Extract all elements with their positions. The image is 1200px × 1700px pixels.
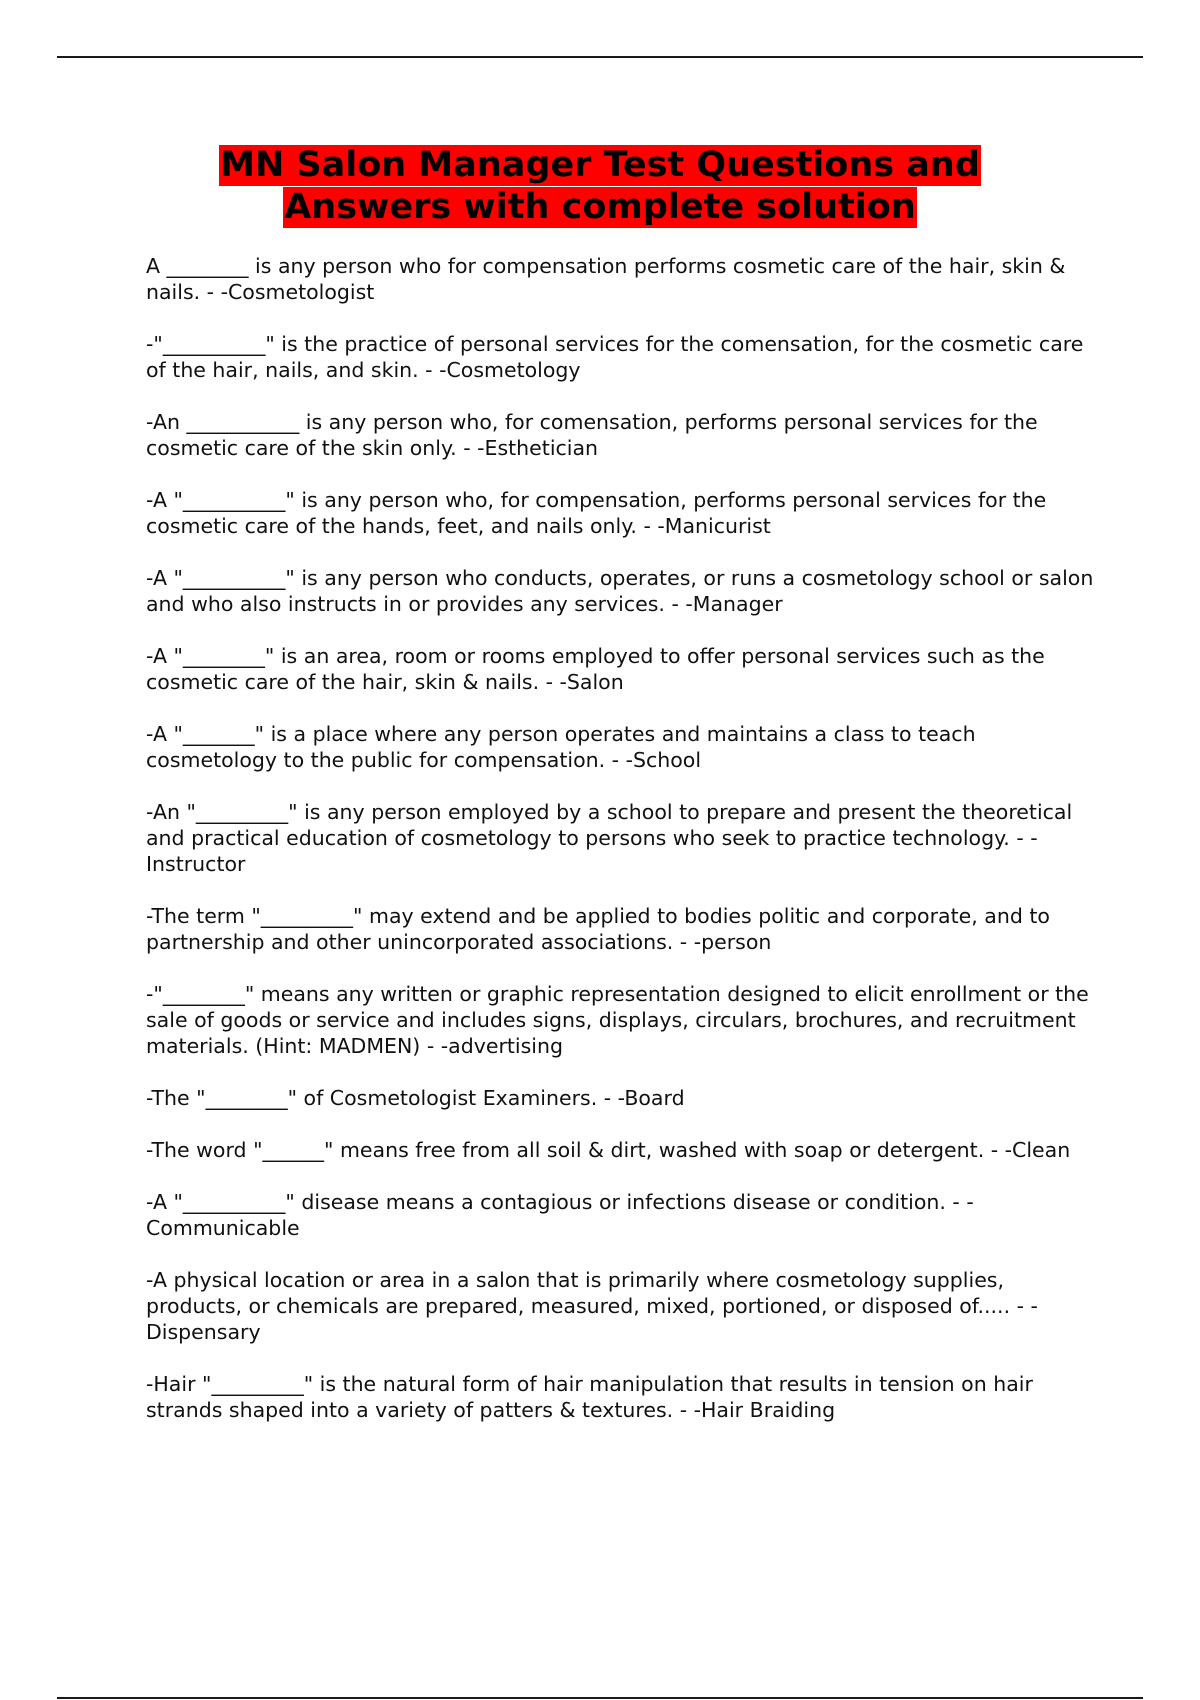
qa-entry: -The "________" of Cosmetologist Examiners. - -Board bbox=[146, 1086, 685, 1110]
qa-entry: -A "__________" disease means a contagious or infections disease or condition. - -Communicable bbox=[146, 1190, 974, 1240]
qa-entry: -A "__________" is any person who conducts, operates, or runs a cosmetology school or salon and who also instructs in or provides any services. - -Manager bbox=[146, 566, 1094, 616]
qa-entry: -An ___________ is any person who, for comensation, performs personal services for the cosmetic care of the skin only. - -Esthetician bbox=[146, 410, 1038, 460]
qa-entry: -A physical location or area in a salon that is primarily where cosmetology supplies, products, or chemicals are prepared, measured, mixed, portioned, or disposed of..... - -Dispensary bbox=[146, 1268, 1038, 1344]
qa-list bbox=[146, 253, 1096, 1449]
qa-entry: -A "_______" is a place where any person operates and maintains a class to teach cosmetology to the public for compensation. - -School bbox=[146, 722, 976, 772]
qa-entry: -The word "______" means free from all soil & dirt, washed with soap or detergent. - -Clean bbox=[146, 1138, 1071, 1162]
qa-entry: -The term "_________" may extend and be applied to bodies politic and corporate, and to partnership and other unincorporated associations. - -person bbox=[146, 904, 1050, 954]
qa-entry: -An "_________" is any person employed by a school to prepare and present the theoretical and practical education of cosmetology to persons who seek to practice technology. - -Instructor bbox=[146, 800, 1073, 876]
qa-entry: A ________ is any person who for compensation performs cosmetic care of the hair, skin & nails. - -Cosmetologist bbox=[146, 254, 1066, 304]
document-title bbox=[0, 145, 1200, 229]
qa-entry: -"________" means any written or graphic representation designed to elicit enrollment or the sale of goods or service and includes signs, displays, circulars, brochures, and recruitment materials. (Hint: MADMEN) - -advertising bbox=[146, 982, 1089, 1058]
qa-entry: -Hair "_________" is the natural form of hair manipulation that results in tension on hair strands shaped into a variety of patters & textures. - -Hair Braiding bbox=[146, 1372, 1033, 1422]
qa-entry: -A "__________" is any person who, for compensation, performs personal services for the cosmetic care of the hands, feet, and nails only. - -Manicurist bbox=[146, 488, 1047, 538]
title-line-2: Answers with complete solution bbox=[284, 187, 916, 227]
top-rule bbox=[57, 56, 1143, 58]
title-line-1: MN Salon Manager Test Questions and bbox=[220, 145, 980, 185]
qa-entry: -A "________" is an area, room or rooms employed to offer personal services such as the cosmetic care of the hair, skin & nails. - -Salon bbox=[146, 644, 1045, 694]
bottom-rule bbox=[57, 1697, 1143, 1699]
qa-entry: -"__________" is the practice of personal services for the comensation, for the cosmetic care of the hair, nails, and skin. - -Cosmetology bbox=[146, 332, 1084, 382]
